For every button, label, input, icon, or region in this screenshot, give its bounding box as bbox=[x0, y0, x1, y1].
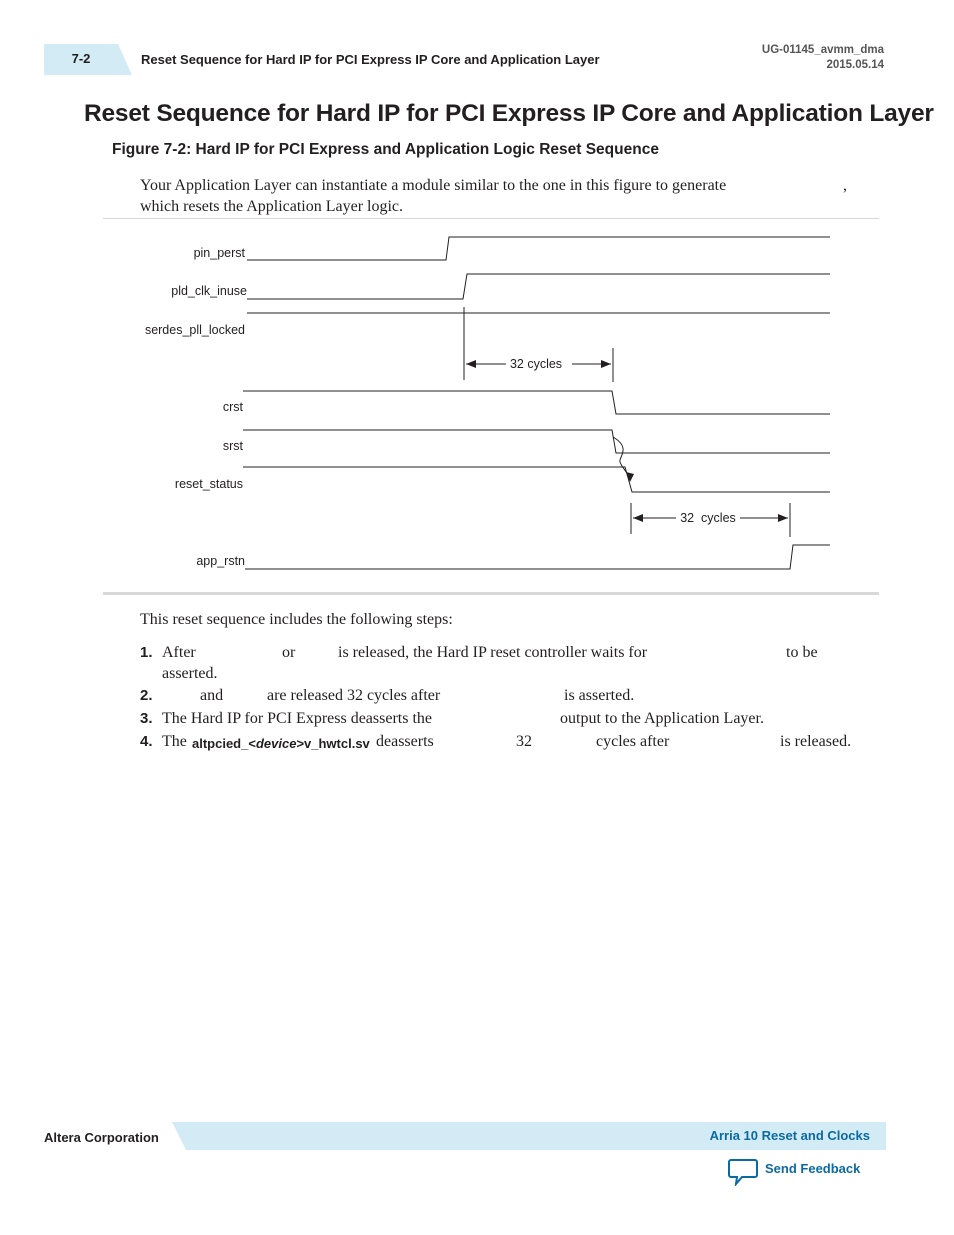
figure-intro-comma: , bbox=[843, 177, 847, 194]
step-1-text-b: or bbox=[282, 644, 296, 661]
reset-timing-diagram bbox=[0, 0, 954, 600]
step-4-text-a: The bbox=[162, 733, 187, 750]
step-number: 4. bbox=[140, 733, 153, 750]
step-number: 3. bbox=[140, 710, 153, 727]
waveform-pin-perst bbox=[247, 237, 830, 260]
header-section-title: Reset Sequence for Hard IP for PCI Express IP Core and Application Layer bbox=[141, 52, 600, 67]
arrowhead-2-left bbox=[633, 514, 643, 522]
step-1-text-c: is released, the Hard IP reset controller waits for bbox=[338, 644, 648, 661]
arrowhead-2-right bbox=[778, 514, 788, 522]
step-1-text-a: After bbox=[162, 644, 196, 661]
step-4-text-c: 32 bbox=[516, 733, 532, 750]
footer-company: Altera Corporation bbox=[44, 1130, 159, 1145]
step-4-text-d: cycles after bbox=[596, 733, 670, 750]
step-2 bbox=[140, 685, 860, 707]
waveform-app-rstn bbox=[245, 545, 830, 569]
step-2-text-a: and bbox=[200, 687, 224, 704]
step-3-text-a: The Hard IP for PCI Express deasserts the bbox=[162, 710, 433, 727]
arrowhead-1-right bbox=[601, 360, 611, 368]
filename-device: device bbox=[255, 736, 297, 751]
signal-label-crst: crst bbox=[222, 400, 243, 414]
step-3-text-b: output to the Application Layer. bbox=[560, 710, 764, 727]
footer-book-title-link[interactable]: Arria 10 Reset and Clocks bbox=[709, 1128, 870, 1143]
signal-label-reset-status: reset_status bbox=[174, 477, 243, 491]
signal-label-pin-perst: pin_perst bbox=[193, 246, 245, 260]
doc-date: 2015.05.14 bbox=[826, 59, 884, 71]
step-2-text-b: are released 32 cycles after bbox=[267, 687, 441, 704]
steps-intro: This reset sequence includes the following steps: bbox=[140, 611, 453, 628]
step-number: 1. bbox=[140, 644, 153, 661]
waveform-pld-clk-inuse bbox=[247, 274, 830, 299]
step-number: 2. bbox=[140, 687, 153, 704]
page-number: 7-2 bbox=[71, 51, 91, 66]
waveform-crst bbox=[243, 391, 830, 414]
step-4 bbox=[140, 731, 860, 753]
cycle-label-1: 32 cycles bbox=[509, 357, 563, 371]
step-2-text-c: is asserted. bbox=[564, 687, 635, 704]
page-title: Reset Sequence for Hard IP for PCI Express IP Core and Application Layer bbox=[84, 100, 934, 127]
filename-prefix: altpcied_< bbox=[192, 736, 256, 751]
step-1 bbox=[140, 642, 860, 686]
figure-intro-line-1: Your Application Layer can instantiate a module similar to the one in this figure to generate bbox=[140, 177, 727, 194]
cycle-label-2: 32 cycles bbox=[680, 511, 736, 525]
figure-intro-line-2: which resets the Application Layer logic. bbox=[140, 198, 404, 215]
step-3 bbox=[140, 708, 860, 730]
filename-suffix: >v_hwtcl.sv bbox=[296, 736, 370, 751]
figure-bottom-rule bbox=[103, 592, 879, 595]
step-4-text-b: deasserts bbox=[376, 733, 434, 750]
signal-label-app-rstn: app_rstn bbox=[196, 554, 245, 568]
send-feedback-link[interactable]: Send Feedback bbox=[765, 1161, 861, 1176]
step-1-text-d: to be bbox=[786, 644, 818, 661]
signal-label-pld-clk-inuse: pld_clk_inuse bbox=[171, 284, 247, 298]
figure-caption: Figure 7-2: Hard IP for PCI Express and Application Logic Reset Sequence bbox=[112, 141, 659, 158]
feedback-icon[interactable] bbox=[728, 1158, 758, 1186]
arrowhead-1-left bbox=[466, 360, 476, 368]
signal-label-serdes-pll-locked: serdes_pll_locked bbox=[144, 323, 245, 337]
arrowhead-causal bbox=[626, 472, 634, 482]
step-4-text-e: is released. bbox=[780, 733, 852, 750]
waveform-srst bbox=[243, 430, 830, 453]
waveform-reset-status bbox=[243, 467, 830, 492]
signal-label-srst: srst bbox=[222, 439, 243, 453]
doc-id: UG-01145_avmm_dma bbox=[761, 44, 884, 56]
step-1-text-cont: asserted. bbox=[162, 665, 218, 682]
step-4-filename bbox=[192, 733, 370, 754]
